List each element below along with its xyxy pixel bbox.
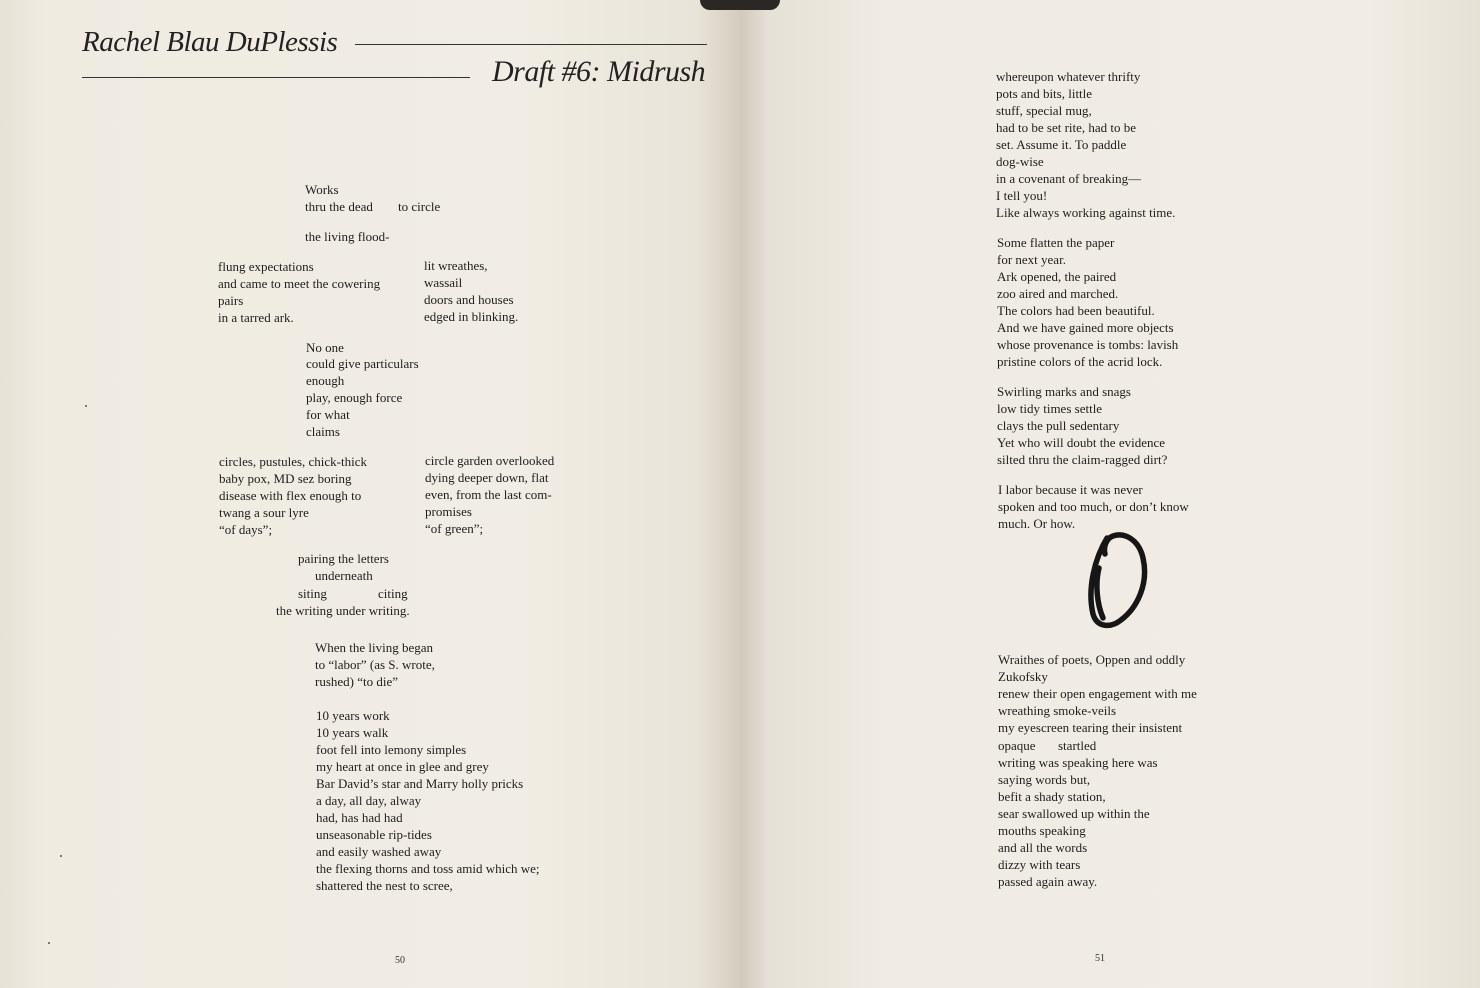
poem-line: could give particulars — [306, 356, 419, 371]
oval-stroke — [1091, 535, 1145, 625]
poem-line: wreathing smoke-veils — [998, 703, 1117, 718]
poem-line: Bar David’s star and Marry holly pricks — [316, 776, 524, 791]
poem-line: whose provenance is tombs: lavish — [997, 337, 1179, 352]
poem-line: “of green”; — [425, 521, 484, 536]
poem-line: pairs — [218, 293, 244, 308]
poem-line: passed again away. — [998, 874, 1098, 889]
poem-line: even, from the last com- — [425, 487, 552, 502]
poem-line: and came to meet the cowering — [218, 276, 381, 291]
poem-line: low tidy times settle — [997, 401, 1103, 416]
poem-line: pristine colors of the acrid lock. — [997, 354, 1163, 369]
poem-line: writing was speaking here was — [998, 755, 1158, 770]
paper-speck — [85, 405, 87, 407]
poem-line: for what — [306, 407, 350, 422]
poem-line: wassail — [424, 275, 463, 290]
author-name: Rachel Blau DuPlessis — [82, 26, 338, 58]
poem-line: a day, all day, alway — [316, 793, 422, 808]
poem-line: whereupon whatever thrifty — [996, 69, 1141, 84]
poem-line: disease with flex enough to — [219, 488, 362, 503]
poem-line: I labor because it was never — [998, 482, 1143, 497]
poem-line: And we have gained more objects — [997, 320, 1174, 335]
page-number: 50 — [395, 955, 405, 966]
poem-line: dying deeper down, flat — [425, 470, 549, 485]
poem-line: flung expectations — [218, 259, 314, 274]
poem-line: to “labor” (as S. wrote, — [315, 657, 435, 672]
poem-line: set. Assume it. To paddle — [996, 137, 1127, 152]
poem-line: Wraithes of poets, Oppen and oddly — [998, 652, 1186, 667]
poem-line: circle garden overlooked — [425, 453, 555, 468]
paper-speck — [60, 855, 62, 857]
poem-line: Yet who will doubt the evidence — [997, 435, 1166, 450]
poem-line: Like always working against time. — [996, 205, 1176, 220]
poem-line: The colors had been beautiful. — [997, 303, 1155, 318]
poem-line: my eyescreen tearing their insistent — [998, 720, 1183, 735]
poem-line: for next year. — [997, 252, 1066, 267]
poem-line: rushed) “to die” — [315, 674, 399, 689]
poem-line: Ark opened, the paired — [997, 269, 1117, 284]
poem-line: twang a sour lyre — [219, 505, 309, 520]
poem-line: doors and houses — [424, 292, 514, 307]
poem-line: I tell you! — [996, 188, 1048, 203]
poem-line: the living flood- — [305, 229, 390, 244]
poem-line: circles, pustules, chick-thick — [219, 454, 368, 469]
poem-line: When the living began — [315, 640, 434, 655]
paper-speck — [48, 942, 50, 944]
poem-line: 10 years work — [316, 708, 390, 723]
header-rule-bottom — [82, 77, 470, 78]
poem-line: Zukofsky — [998, 669, 1048, 684]
poem-line: spoken and too much, or don’t know — [998, 499, 1189, 514]
poem-line: the writing under writing. — [276, 603, 410, 618]
poem-line: play, enough force — [306, 390, 403, 405]
book-gutter-shadow — [700, 0, 780, 10]
poem-line: shattered the nest to scree, — [316, 878, 453, 893]
poem-line: siting — [298, 586, 327, 601]
poem-line: mouths speaking — [998, 823, 1086, 838]
poem-line: “of days”; — [219, 522, 273, 537]
poem-line: clays the pull sedentary — [997, 418, 1120, 433]
poem-line: in a covenant of breaking— — [996, 171, 1142, 186]
poem-line: unseasonable rip-tides — [316, 827, 432, 842]
poem-line: Swirling marks and snags — [997, 384, 1131, 399]
poem-line: dog-wise — [996, 154, 1044, 169]
poem-line: underneath — [315, 568, 373, 583]
poem-line: enough — [306, 373, 345, 388]
poem-line: sear swallowed up within the — [998, 806, 1150, 821]
poem-line: stuff, special mug, — [996, 103, 1092, 118]
poem-line: to circle — [398, 199, 441, 214]
poem-line: promises — [425, 504, 472, 519]
poem-line: foot fell into lemony simples — [316, 742, 467, 757]
poem-line: 10 years walk — [316, 725, 389, 740]
poem-line: befit a shady station, — [998, 789, 1106, 804]
poem-line: zoo aired and marched. — [997, 286, 1119, 301]
poem-line: renew their open engagement with me — [998, 686, 1197, 701]
poem-line: lit wreathes, — [424, 258, 488, 273]
page-number: 51 — [1095, 953, 1105, 964]
poem-line: silted thru the claim-ragged dirt? — [997, 452, 1168, 467]
poem-line: startled — [1058, 738, 1097, 753]
poem-line: my heart at once in glee and grey — [316, 759, 489, 774]
poem-line: Works — [305, 182, 339, 197]
poem-line: saying words but, — [998, 772, 1091, 787]
handdrawn-oval-icon — [1085, 528, 1155, 632]
poem-line: opaque — [998, 738, 1036, 753]
poem-line: claims — [306, 424, 340, 439]
poem-line: much. Or how. — [998, 516, 1076, 531]
poem-line: and all the words — [998, 840, 1088, 855]
poem-line: edged in blinking. — [424, 309, 519, 324]
poem-line: baby pox, MD sez boring — [219, 471, 352, 486]
header-rule-top — [355, 44, 707, 45]
poem-line: thru the dead — [305, 199, 373, 214]
poem-line: dizzy with tears — [998, 857, 1081, 872]
poem-line: No one — [306, 340, 344, 355]
poem-line: citing — [378, 586, 408, 601]
poem-line: and easily washed away — [316, 844, 442, 859]
poem-line: in a tarred ark. — [218, 310, 294, 325]
poem-line: pots and bits, little — [996, 86, 1093, 101]
poem-line: Some flatten the paper — [997, 235, 1115, 250]
poem-line: had, has had had — [316, 810, 403, 825]
poem-line: pairing the letters — [298, 551, 389, 566]
poem-line: the flexing thorns and toss amid which we; — [316, 861, 540, 876]
poem-title: Draft #6: Midrush — [492, 55, 706, 88]
poem-line: had to be set rite, had to be — [996, 120, 1137, 135]
